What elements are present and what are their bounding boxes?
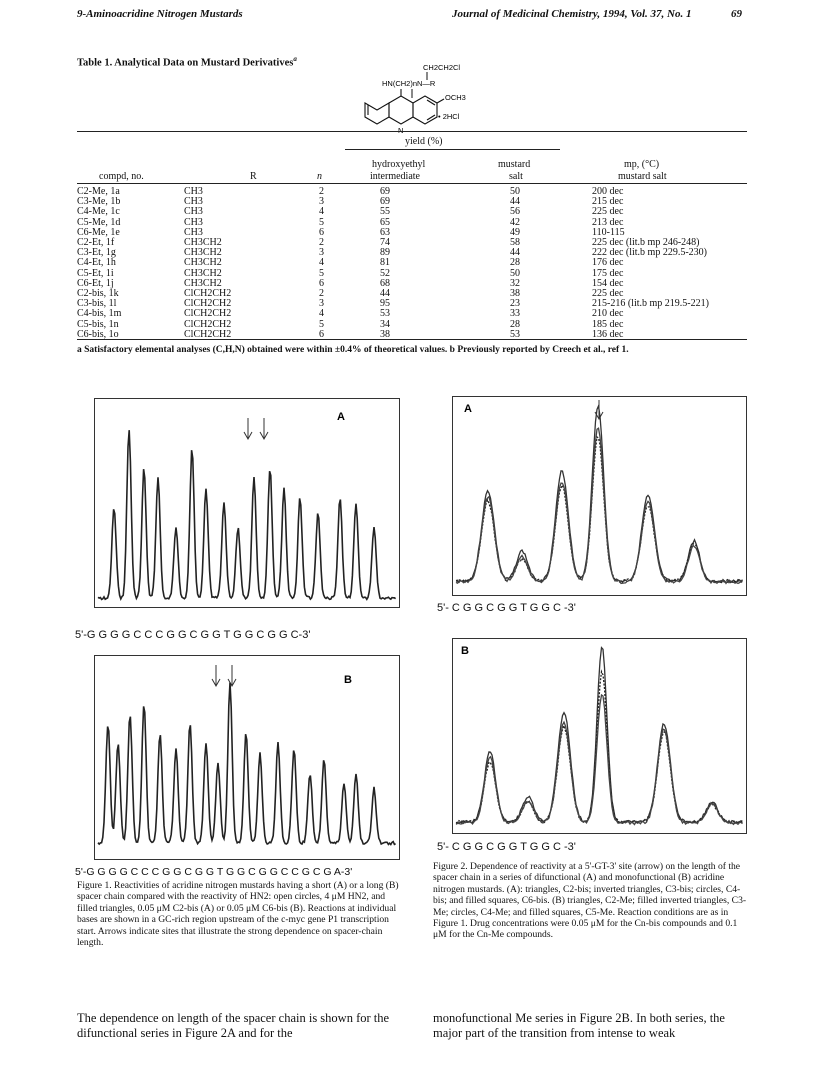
yield-span-rule (345, 149, 560, 150)
svg-text:N: N (398, 126, 404, 135)
table-cell: C2-Et, 1f (77, 237, 115, 248)
col-compd: compd, no. (99, 171, 144, 182)
table-cell: C2-bis, 1k (77, 288, 119, 299)
col-mustard-2: salt (509, 171, 523, 182)
table-cell: CH3 (184, 226, 203, 238)
table-row (77, 247, 747, 257)
figure1-seq-a: 5'-G G G G C C C G G C G G T G G C G G C-3' (75, 629, 311, 641)
table-cell: 5 (319, 267, 324, 279)
table-row (77, 278, 747, 288)
svg-text:CH2CH2Cl: CH2CH2Cl (423, 63, 461, 72)
table-cell: 2 (319, 186, 324, 197)
table-row (77, 206, 747, 216)
table-cell: 42 (510, 216, 520, 228)
figure1-panel-a-label: A (337, 411, 345, 423)
figure1-panel-b (94, 655, 400, 860)
table-cell: 81 (380, 257, 390, 269)
table-cell: 4 (319, 257, 324, 269)
table-cell: C3-bis, 1l (77, 298, 117, 310)
svg-text:OCH3: OCH3 (445, 93, 466, 102)
table-cell: 5 (319, 318, 324, 330)
figure2-caption: Figure 2. Dependence of reactivity at a 5'-GT-3' site (arrow) on the length of the spacer chain in a series of difunctional (A) and monofunctional (B) acridine nitrogen mustards. (A): triangles, C2-bis; inverted triangles, C3-bis; circles, C4-bis; and filled squares, C6-bis. (B) triangles, C2-Me; filled inverted triangles, C3-Me; circles, C4-Me; and filled squares, C5-Me. Reaction conditions are as in Figure 1. Drug concentrations were 0.05 μM for the Cn-bis compounds and 0.1 μM for the Cn-Me compounds. (433, 861, 747, 941)
table-row (77, 257, 747, 267)
table-cell: 50 (510, 186, 520, 197)
table-cell: 175 dec (592, 267, 624, 279)
table-cell: CH3 (184, 206, 203, 218)
table-cell: ClCH2CH2 (184, 298, 232, 310)
running-header-right: Journal of Medicinal Chemistry, 1994, Vol. 37, No. 1 (452, 8, 692, 20)
col-hydroxy-1: hydroxyethyl (372, 159, 426, 170)
table-cell: 213 dec (592, 216, 624, 228)
table-cell: 225 dec (lit.b mp 246-248) (592, 237, 700, 248)
table-cell: C6-Me, 1e (77, 226, 120, 238)
table-cell: 56 (510, 206, 520, 218)
table-cell: C4-Et, 1h (77, 257, 116, 269)
table-cell: 44 (380, 288, 390, 299)
figure1-panel-b-label: B (344, 674, 352, 686)
table-cell: 33 (510, 308, 520, 320)
table-title: Table 1. Analytical Data on Mustard Derivatives$^a$ (77, 55, 297, 69)
table-cell: 32 (510, 277, 520, 289)
figure2-seq-b: 5'- C G G C G G T G G C -3' (437, 841, 576, 853)
table-cell: C3-Me, 1b (77, 196, 121, 208)
table-cell: C5-Et, 1i (77, 267, 114, 279)
page-number: 69 (731, 8, 742, 20)
table-row (77, 186, 747, 196)
table-row (77, 196, 747, 206)
table-row (77, 227, 747, 237)
table-row (77, 319, 747, 329)
col-hydroxy-2: intermediate (370, 171, 420, 182)
figure1-panel-a (94, 398, 400, 608)
table-row (77, 288, 747, 298)
table-cell: CH3 (184, 216, 203, 228)
table-cell: 3 (319, 298, 324, 310)
table-cell: 65 (380, 216, 390, 228)
col-n: n (317, 171, 322, 182)
figure1-caption: Figure 1. Reactivities of acridine nitrogen mustards having a short (A) or a long (B) spacer chain compared with the reactivity of HN2: open circles, 4 μM HN2, and filled triangles, 0.05 μM C2-bis (A) or 0.05 μM C6-bis (B). Reactions at individual bases are shown in a GC-rich region upstream of the c-myc gene P1 transcription start. Arrows indicate sites that illustrate the strong dependence on spacer-chain length. (77, 880, 399, 949)
body-text-right: monofunctional Me series in Figure 2B. In both series, the major part of the transition from intense to weak (433, 1011, 725, 1040)
table-cell: 44 (510, 196, 520, 208)
chemical-structure (330, 58, 500, 140)
table-cell: C2-Me, 1a (77, 186, 120, 197)
figure2-panel-a (452, 396, 747, 596)
figure1-b-trace (98, 683, 396, 845)
table-cell: 5 (319, 216, 324, 228)
table-row (77, 329, 747, 339)
table-header (77, 159, 747, 183)
table-cell: 63 (380, 226, 390, 238)
table-cell: 210 dec (592, 308, 624, 320)
table-cell: 53 (510, 328, 520, 340)
table-top-rule (77, 131, 747, 132)
table-cell: CH3CH2 (184, 247, 222, 259)
table-cell: ClCH2CH2 (184, 288, 232, 299)
table-bottom-rule (77, 339, 747, 340)
table-cell: CH3 (184, 186, 203, 197)
figure2-panel-a-label: A (464, 403, 472, 415)
running-header-left: 9-Aminoacridine Nitrogen Mustards (77, 8, 243, 20)
table-cell: 52 (380, 267, 390, 279)
table-row (77, 308, 747, 318)
table-cell: C6-bis, 1o (77, 328, 119, 340)
table-row (77, 217, 747, 227)
table-cell: 6 (319, 226, 324, 238)
col-mp-1: mp, (°C) (624, 159, 660, 170)
table-cell: 110-115 (592, 226, 625, 238)
table-cell: 6 (319, 328, 324, 340)
table-cell: 23 (510, 298, 520, 310)
table-cell: 38 (510, 288, 520, 299)
table-cell: CH3CH2 (184, 237, 222, 248)
body-text-left: The dependence on length of the spacer chain is shown for the difunctional series in Figure 2A and for the (77, 1011, 390, 1040)
table-cell: 55 (380, 206, 390, 218)
table-cell: 215 dec (592, 196, 624, 208)
table-cell: ClCH2CH2 (184, 308, 232, 320)
table-cell: 154 dec (592, 277, 624, 289)
figure1-a-arrows (244, 418, 268, 439)
figure1-seq-b: 5'-G G G G C C C G G C G G T G G C G G C C G C G A-3' (75, 866, 353, 878)
table-cell: C6-Et, 1j (77, 277, 114, 289)
table-cell: 6 (319, 277, 324, 289)
table-cell: 95 (380, 298, 390, 310)
table-cell: 136 dec (592, 328, 624, 340)
col-mustard-1: mustard (498, 159, 531, 170)
table-cell: 2 (319, 288, 324, 299)
table-cell: CH3CH2 (184, 277, 222, 289)
table-cell: 200 dec (592, 186, 624, 197)
table-cell: C5-bis, 1n (77, 318, 119, 330)
table-cell: 215-216 (lit.b mp 219.5-221) (592, 298, 709, 310)
table-row (77, 298, 747, 308)
table-cell: 44 (510, 247, 520, 259)
col-mp-2: mustard salt (618, 171, 667, 182)
figure2-seq-a: 5'- C G G C G G T G G C -3' (437, 602, 576, 614)
table-cell: CH3 (184, 196, 203, 208)
table-cell: 4 (319, 206, 324, 218)
table-cell: 53 (380, 308, 390, 320)
table-cell: 225 dec (592, 206, 624, 218)
figure2-panel-b-label: B (461, 645, 469, 657)
table-cell: 3 (319, 247, 324, 259)
table-cell: C5-Me, 1d (77, 216, 121, 228)
table-cell: 68 (380, 277, 390, 289)
table-row (77, 237, 747, 247)
table-cell: 222 dec (lit.b mp 229.5-230) (592, 247, 707, 259)
table-cell: 38 (380, 328, 390, 340)
table-cell: 50 (510, 267, 520, 279)
table-cell: ClCH2CH2 (184, 318, 232, 330)
figure1-a-trace (98, 430, 396, 599)
table-cell: 28 (510, 257, 520, 269)
table-cell: 69 (380, 186, 390, 197)
table-cell: 2 (319, 237, 324, 248)
table-cell: 185 dec (592, 318, 624, 330)
table-footnote: a Satisfactory elemental analyses (C,H,N) obtained were within ±0.4% of theoretical values. b Previously reported by Creech et al., ref 1. (77, 345, 629, 355)
table-cell: 225 dec (592, 288, 624, 299)
table-cell: 89 (380, 247, 390, 259)
table-cell: C4-Me, 1c (77, 206, 120, 218)
table-cell: CH3CH2 (184, 267, 222, 279)
table-cell: CH3CH2 (184, 257, 222, 269)
table-cell: 3 (319, 196, 324, 208)
table-cell: ClCH2CH2 (184, 328, 232, 340)
col-r: R (250, 171, 257, 182)
table-cell: 58 (510, 237, 520, 248)
svg-text:• 2HCl: • 2HCl (438, 112, 460, 121)
table-cell: 49 (510, 226, 520, 238)
table-cell: 69 (380, 196, 390, 208)
table-cell: 34 (380, 318, 390, 330)
table-cell: C3-Et, 1g (77, 247, 116, 259)
table-cell: 74 (380, 237, 390, 248)
yield-group-header: yield (%) (405, 136, 443, 147)
figure2-panel-b (452, 638, 747, 834)
table-cell: 28 (510, 318, 520, 330)
table-row (77, 268, 747, 278)
table-cell: C4-bis, 1m (77, 308, 122, 320)
table-cell: 176 dec (592, 257, 624, 269)
table-header-rule (77, 183, 747, 184)
svg-text:HN(CH2)nN—R: HN(CH2)nN—R (382, 79, 436, 88)
table-cell: 4 (319, 308, 324, 320)
